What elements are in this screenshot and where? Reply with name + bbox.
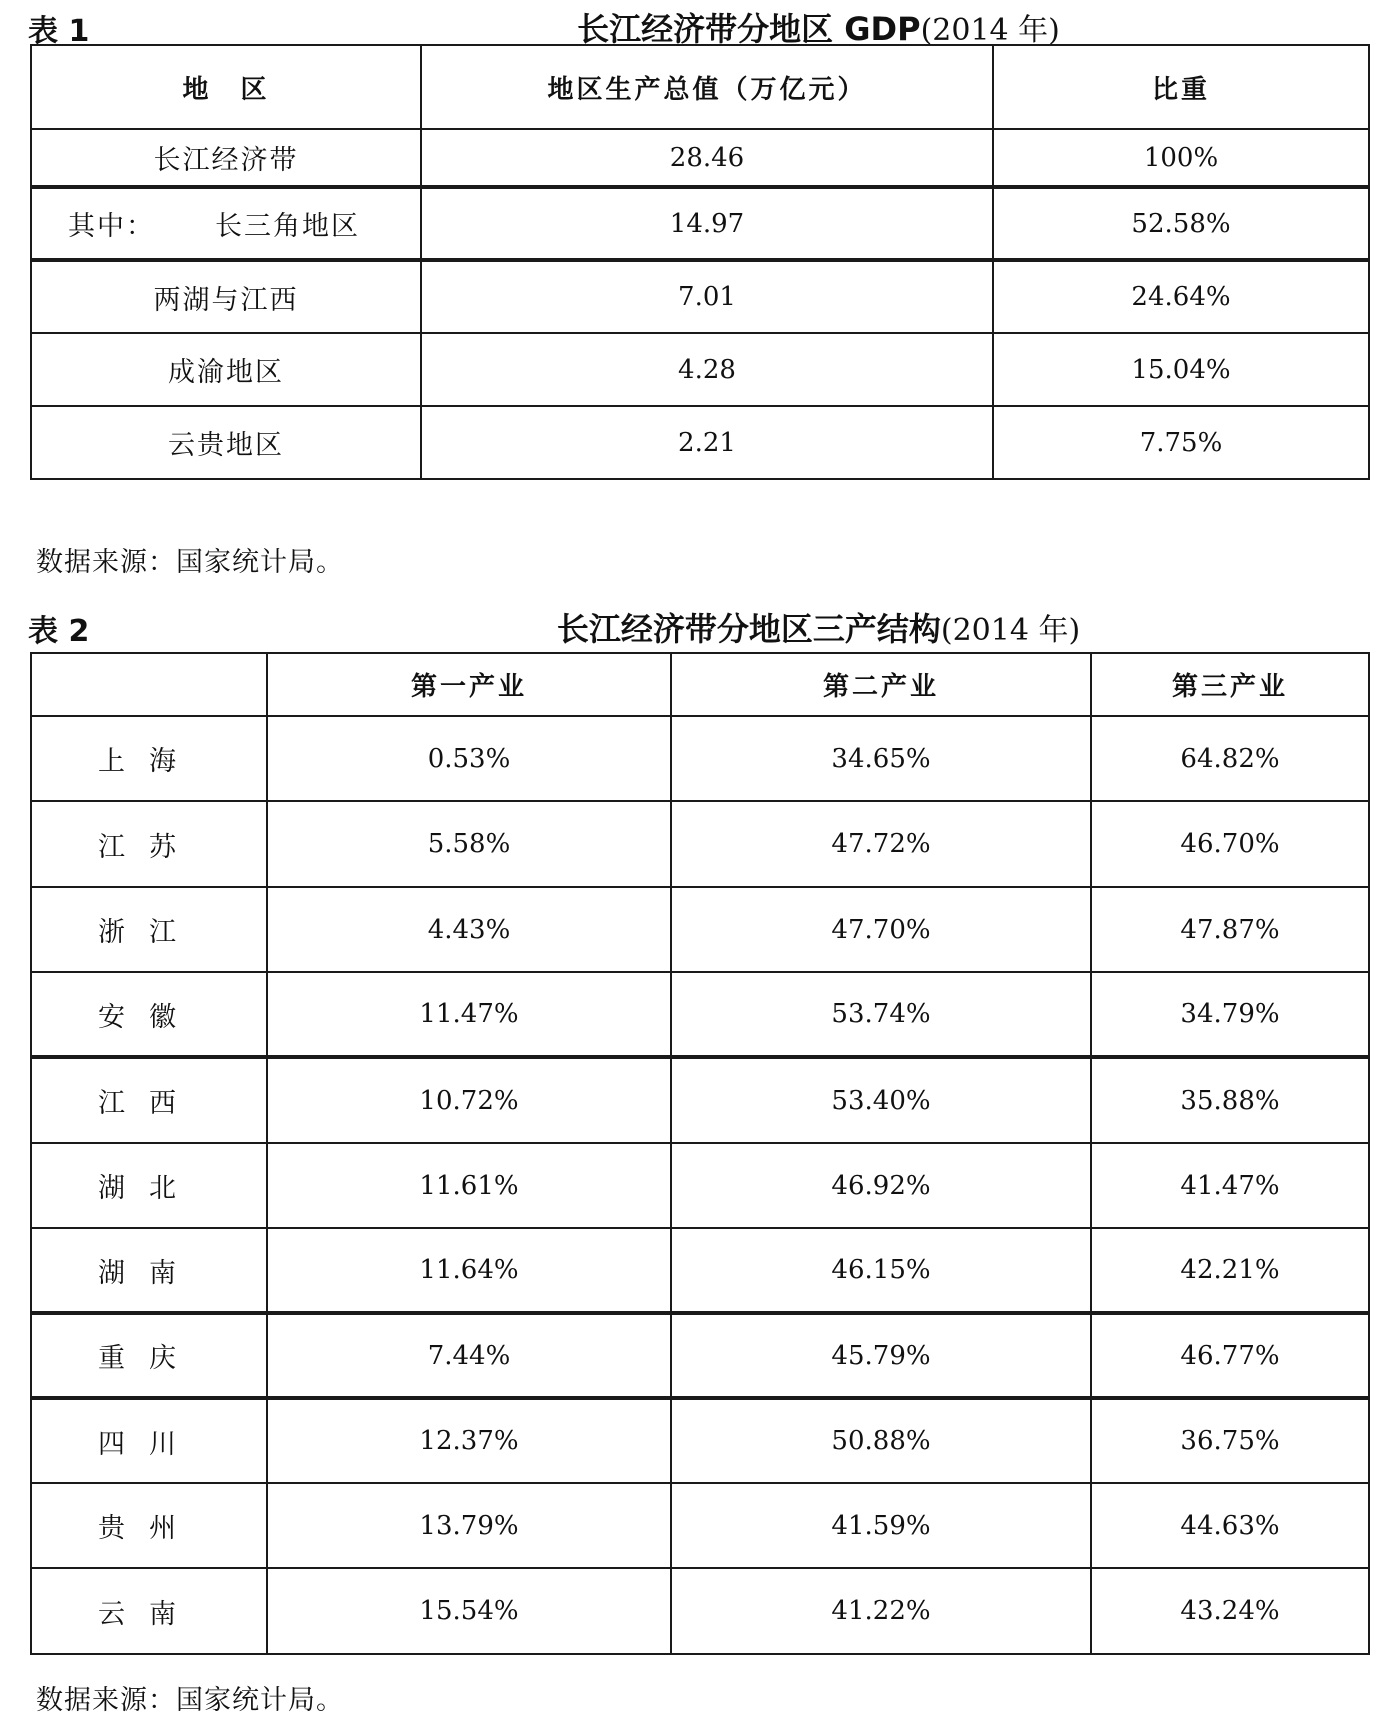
region-cell: 浙江	[31, 887, 267, 972]
table-row	[31, 1143, 1369, 1228]
table2-year: (2014 年)	[940, 613, 1081, 648]
region-cell: 成渝地区	[31, 333, 421, 406]
tertiary-cell: 43.24%	[1091, 1568, 1369, 1654]
region-prefix: 其中：	[68, 211, 155, 242]
table2-title-text: 长江经济带分地区三产结构	[556, 610, 941, 648]
table2-source-note: 数据来源：国家统计局。	[36, 1685, 344, 1716]
tertiary-cell: 36.75%	[1091, 1398, 1369, 1483]
secondary-cell: 46.92%	[671, 1143, 1091, 1228]
table-row	[31, 406, 1369, 479]
gdp-table	[30, 44, 1370, 480]
gdp-cell: 7.01	[421, 260, 993, 333]
region-cell: 湖北	[31, 1143, 267, 1228]
primary-cell: 0.53%	[267, 716, 671, 801]
tertiary-cell: 64.82%	[1091, 716, 1369, 801]
primary-cell: 7.44%	[267, 1313, 671, 1398]
region-cell: 江苏	[31, 801, 267, 887]
primary-cell: 11.64%	[267, 1228, 671, 1313]
primary-cell: 5.58%	[267, 801, 671, 887]
table1-year: (2014 年)	[920, 13, 1060, 48]
table-row	[31, 187, 1369, 260]
table-row	[31, 1057, 1369, 1143]
region-cell: 贵州	[31, 1483, 267, 1568]
header-region: 地 区	[31, 45, 421, 129]
secondary-cell: 47.72%	[671, 801, 1091, 887]
share-cell: 24.64%	[993, 260, 1369, 333]
primary-cell: 4.43%	[267, 887, 671, 972]
table-row	[31, 801, 1369, 887]
region-cell: 湖南	[31, 1228, 267, 1313]
table1-title-row	[0, 0, 1397, 49]
tertiary-cell: 47.87%	[1091, 887, 1369, 972]
table-row	[31, 972, 1369, 1057]
region-cell: 两湖与江西	[31, 260, 421, 333]
region-cell: 长江经济带	[31, 129, 421, 187]
secondary-cell: 53.74%	[671, 972, 1091, 1057]
share-cell: 100%	[993, 129, 1369, 187]
primary-cell: 15.54%	[267, 1568, 671, 1654]
header-tertiary: 第三产业	[1091, 653, 1369, 716]
header-primary: 第一产业	[267, 653, 671, 716]
share-cell: 7.75%	[993, 406, 1369, 479]
tertiary-cell: 42.21%	[1091, 1228, 1369, 1313]
header-secondary: 第二产业	[671, 653, 1091, 716]
table-row	[31, 1483, 1369, 1568]
secondary-cell: 53.40%	[671, 1057, 1091, 1143]
share-cell: 52.58%	[993, 187, 1369, 260]
header-share: 比重	[993, 45, 1369, 129]
header-region-blank	[31, 653, 267, 716]
tertiary-cell: 41.47%	[1091, 1143, 1369, 1228]
primary-cell: 11.61%	[267, 1143, 671, 1228]
primary-cell: 13.79%	[267, 1483, 671, 1568]
structure-header-row	[31, 653, 1369, 716]
secondary-cell: 34.65%	[671, 716, 1091, 801]
region-cell	[31, 187, 421, 260]
primary-cell: 10.72%	[267, 1057, 671, 1143]
tertiary-cell: 34.79%	[1091, 972, 1369, 1057]
table-row	[31, 1398, 1369, 1483]
table1-label: 表 1	[28, 14, 90, 49]
secondary-cell: 41.22%	[671, 1568, 1091, 1654]
table-row	[31, 716, 1369, 801]
table2-title-row	[0, 600, 1397, 649]
region-cell: 重庆	[31, 1313, 267, 1398]
table-row	[31, 1568, 1369, 1654]
gdp-cell: 2.21	[421, 406, 993, 479]
tertiary-cell: 46.70%	[1091, 801, 1369, 887]
region-cell: 云南	[31, 1568, 267, 1654]
tertiary-cell: 44.63%	[1091, 1483, 1369, 1568]
table2-title	[300, 604, 1337, 650]
primary-cell: 12.37%	[267, 1398, 671, 1483]
table-row	[31, 333, 1369, 406]
secondary-cell: 45.79%	[671, 1313, 1091, 1398]
table1-title-text: 长江经济带分地区 GDP	[577, 10, 921, 48]
tertiary-cell: 46.77%	[1091, 1313, 1369, 1398]
industry-structure-table	[30, 652, 1370, 1655]
table-row	[31, 1228, 1369, 1313]
gdp-cell: 28.46	[421, 129, 993, 187]
region-cell: 四川	[31, 1398, 267, 1483]
gdp-cell: 4.28	[421, 333, 993, 406]
primary-cell: 11.47%	[267, 972, 671, 1057]
tertiary-cell: 35.88%	[1091, 1057, 1369, 1143]
region-cell: 云贵地区	[31, 406, 421, 479]
gdp-cell: 14.97	[421, 187, 993, 260]
table-row	[31, 887, 1369, 972]
table-row	[31, 1313, 1369, 1398]
region-cell: 上海	[31, 716, 267, 801]
secondary-cell: 47.70%	[671, 887, 1091, 972]
share-cell: 15.04%	[993, 333, 1369, 406]
region-cell: 安徽	[31, 972, 267, 1057]
region-name: 长三角地区	[215, 211, 360, 242]
header-gdp: 地区生产总值（万亿元）	[421, 45, 993, 129]
table-row	[31, 260, 1369, 333]
gdp-table-header-row	[31, 45, 1369, 129]
secondary-cell: 50.88%	[671, 1398, 1091, 1483]
table2-label: 表 2	[28, 614, 90, 649]
table-row	[31, 129, 1369, 187]
secondary-cell: 46.15%	[671, 1228, 1091, 1313]
secondary-cell: 41.59%	[671, 1483, 1091, 1568]
region-cell: 江西	[31, 1057, 267, 1143]
table1-source-note: 数据来源：国家统计局。	[36, 547, 344, 578]
